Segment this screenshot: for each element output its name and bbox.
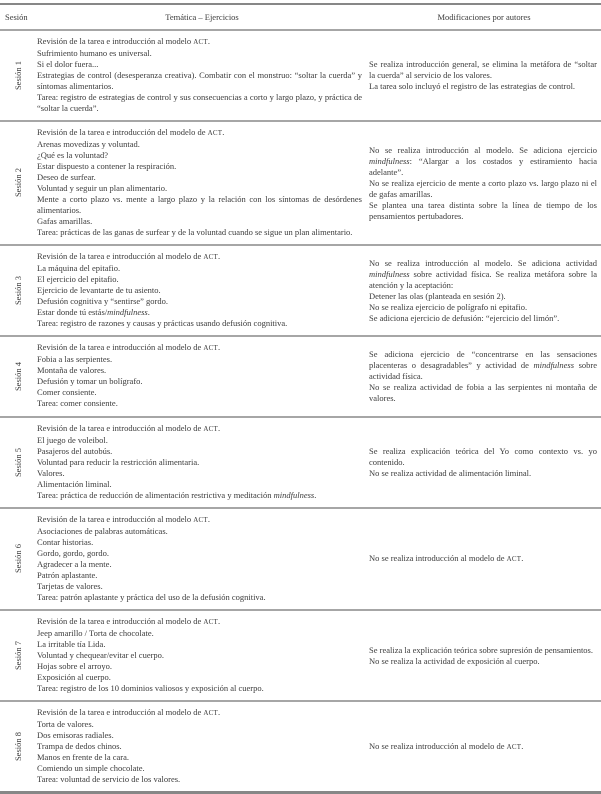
modificacion-item: No se realiza ejercicio de polígrafo ni epitafio. [369, 301, 528, 312]
table-row [0, 337, 601, 418]
tematica-cell [37, 611, 367, 700]
tematica-item: Asociaciones de palabras automáticas. [37, 526, 168, 536]
session-label-cell [0, 702, 37, 791]
act-smallcaps: ACT [506, 555, 522, 563]
act-smallcaps: ACT [506, 742, 522, 751]
tematica-item: Revisión de la tarea e introducción del modelo de ACT. [37, 127, 225, 137]
modificaciones-cell [367, 509, 601, 609]
table-header [0, 5, 601, 31]
session-label-cell [0, 611, 37, 700]
tematica-item: Agradecer a la mente. [37, 559, 112, 569]
modificacion-item: No se realiza actividad de alimentación liminal. [369, 468, 532, 478]
tematica-item: Voluntad y chequear/evitar el cuerpo. [37, 650, 165, 660]
tematica-item: Tarea: prácticas de las ganas de surfear y de la voluntad cuando se sigue un plan alimentario. [37, 227, 353, 237]
tematica-item: Dos emisoras radiales. [37, 730, 114, 740]
tematica-item: Jeep amarillo / Torta de chocolate. [37, 628, 154, 638]
session-label-cell [0, 509, 37, 609]
tematica-item: Revisión de la tarea e introducción al modelo de ACT. [37, 342, 221, 352]
tematica-item: Revisión de la tarea e introducción al modelo de ACT. [37, 616, 221, 626]
table-row [0, 611, 601, 702]
tematica-item: Valores. [37, 468, 65, 478]
act-smallcaps: ACT [203, 344, 219, 352]
tematica-item: Tarea: voluntad de servicio de los valores. [37, 774, 181, 784]
tematica-item: Fobia a las serpientes. [37, 354, 113, 364]
session-label-cell [0, 337, 37, 416]
tematica-item: Gafas amarillas. [37, 216, 93, 226]
tematica-item: Ejercicio de levantarte de tu asiento. [37, 285, 161, 295]
table-row [0, 31, 601, 122]
session-label-cell [0, 122, 37, 244]
header-sesion: Sesión [5, 11, 28, 22]
modificacion-item: No se realiza introducción al modelo de ACT. [369, 553, 524, 563]
act-smallcaps: ACT [193, 38, 208, 46]
tematica-item: Estar donde tú estás/mindfulness. [37, 307, 150, 317]
tematica-item: Montaña de valores. [37, 365, 107, 375]
tematica-item: Comer consiente. [37, 387, 97, 397]
tematica-item: Revisión de la tarea e introducción al modelo ACT. [37, 514, 210, 524]
modificacion-item: No se realiza introducción al modelo. Se adiciona actividad mindfulness sobre actividad física. Se realiza metáfora sobre la atención y la aceptación: [369, 257, 597, 290]
tematica-item: Revisión de la tarea e introducción al modelo ACT. [37, 36, 210, 46]
modificacion-item: Se adiciona ejercicio de “concentrarse en las sensaciones placenteras o desagradables” y actividad de mindfulness sobre actividad física. [369, 349, 597, 381]
tematica-cell [37, 122, 367, 244]
tematica-item: Mente a corto plazo vs. mente a largo plazo y la relación con los síntomas de desórdenes alimentarios. [37, 194, 362, 215]
modificacion-item: Se adiciona ejercicio de defusión: “ejercicio del limón”. [369, 312, 560, 323]
modificacion-item: Se plantea una tarea distinta sobre la línea de tiempo de los pensamientos pertubadores. [369, 199, 597, 221]
session-label-cell [0, 418, 37, 507]
session-label: Sesión 5 [13, 447, 23, 478]
tematica-item: Estrategias de control (desesperanza creativa). Combatir con el monstruo: “soltar la cuerda” y síntomas alimentarios. [37, 70, 362, 91]
modificaciones-cell [367, 611, 601, 700]
tematica-item: Tarjetas de valores. [37, 581, 103, 591]
tematica-cell [37, 31, 367, 120]
modificacion-item: No se realiza introducción al modelo. Se adiciona ejercicio mindfulness: “Alargar a los costados y estiramiento hacia adelante”. [369, 144, 597, 177]
tematica-item: Tarea: práctica de reducción de alimentación restrictiva y meditación mindfulness. [37, 490, 317, 500]
tematica-item: Trampa de dedos chinos. [37, 741, 122, 751]
act-smallcaps: ACT [203, 618, 219, 626]
tematica-item: Alimentación liminal. [37, 479, 112, 489]
act-smallcaps: ACT [203, 253, 219, 261]
tematica-cell [37, 337, 367, 416]
tematica-item: El juego de voleibol. [37, 435, 108, 445]
act-smallcaps: ACT [193, 516, 208, 524]
session-label: Sesión 7 [13, 640, 23, 671]
tematica-item: Exposición al cuerpo. [37, 672, 111, 682]
tematica-item: Patrón aplastante. [37, 570, 98, 580]
tematica-item: Si el dolor fuera... [37, 59, 99, 69]
table-row [0, 122, 601, 246]
tematica-item: Gordo, gordo, gordo. [37, 548, 110, 558]
session-label: Sesión 1 [13, 60, 23, 91]
tematica-item: Tarea: registro de los 10 dominios valiosos y exposición al cuerpo. [37, 683, 264, 693]
tematica-item: Torta de valores. [37, 719, 94, 729]
modificacion-item: Se realiza explicación teórica del Yo como contexto vs. yo contenido. [369, 446, 597, 467]
tematica-cell [37, 246, 367, 335]
modificacion-item: Se realiza la explicación teórica sobre supresión de pensamientos. [369, 644, 593, 655]
session-label-cell [0, 246, 37, 335]
tematica-item: Manos en frente de la cara. [37, 752, 130, 762]
tematica-item: Tarea: registro de estrategias de control y sus consecuencias a corto y largo plazo, y práctica de “soltar la cuerda”. [37, 92, 362, 113]
tematica-item: Hojas sobre el arroyo. [37, 661, 113, 671]
session-label: Sesión 8 [13, 731, 23, 762]
tematica-item: Contar historias. [37, 537, 94, 547]
modificacion-item: Se realiza introducción general, se elimina la metáfora de “soltar la cuerda” al servicio de los valores. [369, 59, 597, 80]
tematica-item: Revisión de la tarea e introducción al modelo de ACT. [37, 423, 221, 433]
tematica-cell [37, 418, 367, 507]
modificacion-item: Detener las olas (planteada en sesión 2). [369, 290, 506, 301]
modificacion-item: No se realiza la actividad de exposición al cuerpo. [369, 655, 540, 666]
modificaciones-cell [367, 246, 601, 335]
tematica-item: Voluntad y seguir un plan alimentario. [37, 183, 168, 193]
modificacion-item: No se realiza actividad de fobia a las serpientes ni montaña de valores. [369, 382, 597, 403]
tematica-item: Revisión de la tarea e introducción al modelo de ACT. [37, 251, 221, 261]
act-smallcaps: ACT [207, 129, 223, 137]
act-smallcaps: ACT [203, 709, 219, 717]
modificaciones-cell [367, 418, 601, 507]
modificaciones-cell [367, 702, 601, 791]
tematica-item: Tarea: registro de razones y causas y prácticas usando defusión cognitiva. [37, 318, 288, 328]
tematica-item: Voluntad para reducir la restricción alimentaria. [37, 457, 200, 467]
session-label-cell [0, 31, 37, 120]
modificacion-item: No se realiza ejercicio de mente a corto plazo vs. largo plazo ni el de gafas amarillas. [369, 177, 597, 199]
session-label: Sesión 2 [13, 168, 23, 198]
tematica-item: Defusión cognitiva y “sentirse” gordo. [37, 296, 169, 306]
session-label: Sesión 6 [13, 544, 23, 574]
tematica-item: Deseo de surfear. [37, 172, 96, 182]
tematica-cell [37, 702, 367, 791]
tematica-item: La irritable tía Lida. [37, 639, 106, 649]
tematica-item: Tarea: patrón aplastante y práctica del uso de la defusión cognitiva. [37, 592, 266, 602]
table-row [0, 509, 601, 611]
tematica-item: Revisión de la tarea e introducción al modelo de ACT. [37, 707, 221, 717]
tematica-item: El ejercicio del epitafio. [37, 274, 119, 284]
tematica-item: Tarea: comer consiente. [37, 398, 118, 408]
sessions-table [0, 3, 601, 794]
session-label: Sesión 4 [13, 361, 23, 392]
table-body [0, 31, 601, 791]
table-row [0, 702, 601, 791]
tematica-item: Arenas movedizas y voluntad. [37, 139, 140, 149]
tematica-item: Comiendo un simple chocolate. [37, 763, 145, 773]
modificacion-item: No se realiza introducción al modelo de ACT. [369, 740, 524, 751]
tematica-item: La máquina del epitafio. [37, 263, 121, 273]
table-row [0, 246, 601, 337]
act-smallcaps: ACT [203, 425, 219, 433]
tematica-item: Defusión y tomar un bolígrafo. [37, 376, 143, 386]
modificaciones-cell [367, 337, 601, 416]
header-modificaciones-por-autores: Modificaciones por autores [437, 11, 531, 22]
tematica-cell [37, 509, 367, 609]
modificacion-item: La tarea solo incluyó el registro de las estrategias de control. [369, 81, 576, 91]
tematica-item: Pasajeros del autobús. [37, 446, 113, 456]
session-label: Sesión 3 [13, 275, 23, 306]
tematica-item: ¿Qué es la voluntad? [37, 150, 109, 160]
tematica-item: Estar dispuesto a contener la respiración. [37, 161, 177, 171]
table-row [0, 418, 601, 509]
tematica-item: Sufrimiento humano es universal. [37, 48, 152, 58]
modificaciones-cell [367, 122, 601, 244]
modificaciones-cell [367, 31, 601, 120]
header-tematica-ejercicios: Temática – Ejercicios [165, 11, 239, 22]
